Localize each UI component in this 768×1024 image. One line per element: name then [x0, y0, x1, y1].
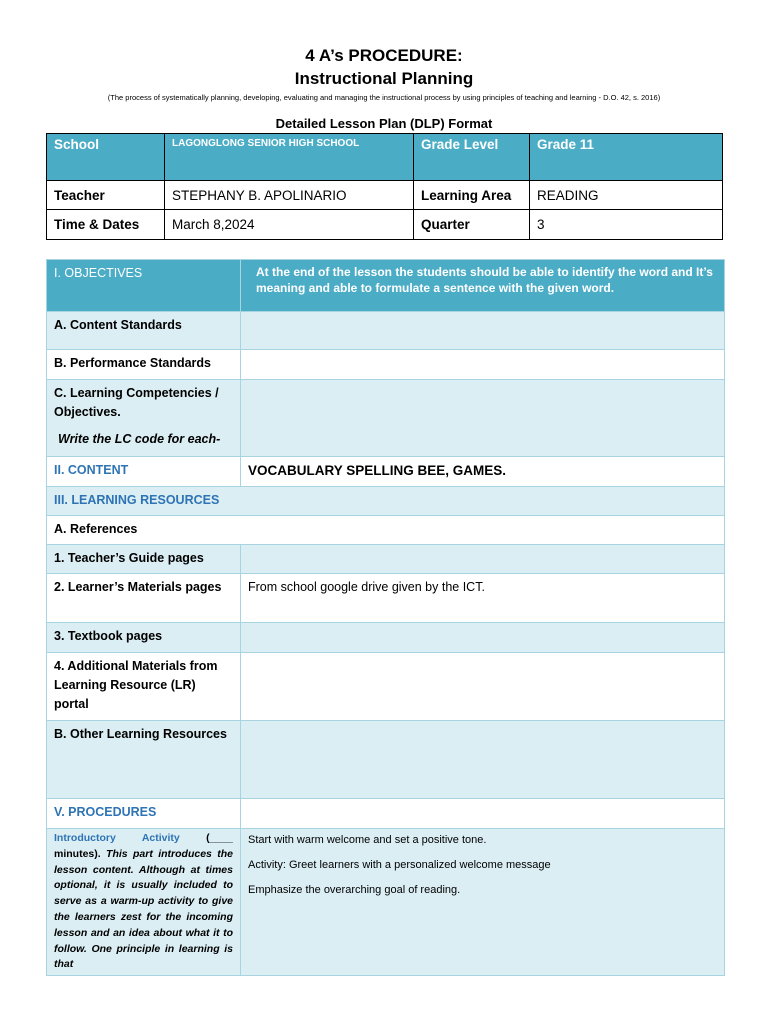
- learning-area-label: Learning Area: [414, 181, 530, 210]
- header-row-teacher: [47, 181, 723, 210]
- additional-materials-value: [241, 653, 725, 721]
- intro-line-1: Start with warm welcome and set a positive tone.: [248, 834, 487, 846]
- school-value: LAGONGLONG SENIOR HIGH SCHOOL: [165, 134, 414, 181]
- dlp-format-heading: Detailed Lesson Plan (DLP) Format: [275, 116, 493, 131]
- learner-materials-value: From school google drive given by the ICT.: [241, 574, 725, 623]
- learner-materials-row: [47, 574, 725, 623]
- objectives-text: At the end of the lesson the students should be able to identify the word and It’s meaning and able to formulate a sentence with the given word.: [241, 260, 725, 312]
- other-resources-row: [47, 721, 725, 799]
- other-resources-label: B. Other Learning Resources: [47, 721, 241, 799]
- learning-area-value: READING: [530, 181, 723, 210]
- additional-materials-row: [47, 653, 725, 721]
- procedures-row: [47, 799, 725, 829]
- content-standards-row: [47, 312, 725, 350]
- objectives-label: I. OBJECTIVES: [47, 260, 241, 312]
- competencies-label: [47, 380, 241, 457]
- introductory-activity-body: This part introduces the lesson content. Although at times optional, it is usually included to serve as a warm-up activity to give the learners zest for the incoming lesson and an idea about what it to follow. One principle in learning is that: [54, 847, 233, 971]
- references-row: [47, 516, 725, 545]
- content-standards-value: [241, 312, 725, 350]
- time-dates-label: Time & Dates: [47, 210, 165, 240]
- performance-standards-label: B. Performance Standards: [47, 350, 241, 380]
- references-label: A. References: [47, 516, 725, 545]
- quarter-value: 3: [530, 210, 723, 240]
- performance-standards-row: [47, 350, 725, 380]
- additional-materials-label: 4. Additional Materials from Learning Resource (LR) portal: [47, 653, 241, 721]
- textbook-value: [241, 623, 725, 653]
- introductory-activity-content: [241, 829, 725, 976]
- lesson-plan-table: [46, 259, 725, 976]
- intro-line-2: Activity: Greet learners with a personalized welcome message: [248, 859, 551, 871]
- objectives-row: [47, 260, 725, 312]
- content-label: II. CONTENT: [47, 457, 241, 487]
- teacher-value: STEPHANY B. APOLINARIO: [165, 181, 414, 210]
- competencies-value: [241, 380, 725, 457]
- other-resources-value: [241, 721, 725, 799]
- grade-level-value: Grade 11: [530, 134, 723, 181]
- lc-code-note: Write the LC code for each-: [58, 432, 221, 446]
- intro-line-3: Emphasize the overarching goal of reading.: [248, 884, 461, 896]
- grade-level-label: Grade Level: [414, 134, 530, 181]
- procedures-value: [241, 799, 725, 829]
- content-standards-label: A. Content Standards: [47, 312, 241, 350]
- introductory-activity-title: Introductory Activity: [54, 832, 180, 844]
- title-line-1: 4 A’s PROCEDURE:: [305, 46, 463, 65]
- quarter-label: Quarter: [414, 210, 530, 240]
- content-row: [47, 457, 725, 487]
- teacher-guide-label: 1. Teacher’s Guide pages: [47, 545, 241, 574]
- introductory-activity-description: [47, 829, 241, 976]
- competencies-text: C. Learning Competencies / Objectives.: [54, 386, 219, 419]
- procedures-label: V. PROCEDURES: [47, 799, 241, 829]
- learning-resources-label: III. LEARNING RESOURCES: [47, 487, 725, 516]
- teacher-guide-row: [47, 545, 725, 574]
- time-dates-value: March 8,2024: [165, 210, 414, 240]
- minutes-blank: (____ minutes).: [54, 832, 233, 860]
- textbook-row: [47, 623, 725, 653]
- header-row-time: [47, 210, 723, 240]
- teacher-label: Teacher: [47, 181, 165, 210]
- performance-standards-value: [241, 350, 725, 380]
- textbook-label: 3. Textbook pages: [47, 623, 241, 653]
- competencies-row: [47, 380, 725, 457]
- header-table: [46, 133, 723, 240]
- school-label: School: [47, 134, 165, 181]
- content-value: VOCABULARY SPELLING BEE, GAMES.: [241, 457, 725, 487]
- header-row-school: [47, 134, 723, 181]
- learner-materials-label: 2. Learner’s Materials pages: [47, 574, 241, 623]
- title-line-2: Instructional Planning: [294, 69, 474, 88]
- deped-order-note: (The process of systematically planning, developing, evaluating and managing the instructional process by using principles of teaching and learning - D.O. 42, s. 2016): [107, 93, 661, 102]
- learning-resources-row: [47, 487, 725, 516]
- teacher-guide-value: [241, 545, 725, 574]
- introductory-activity-row: [47, 829, 725, 976]
